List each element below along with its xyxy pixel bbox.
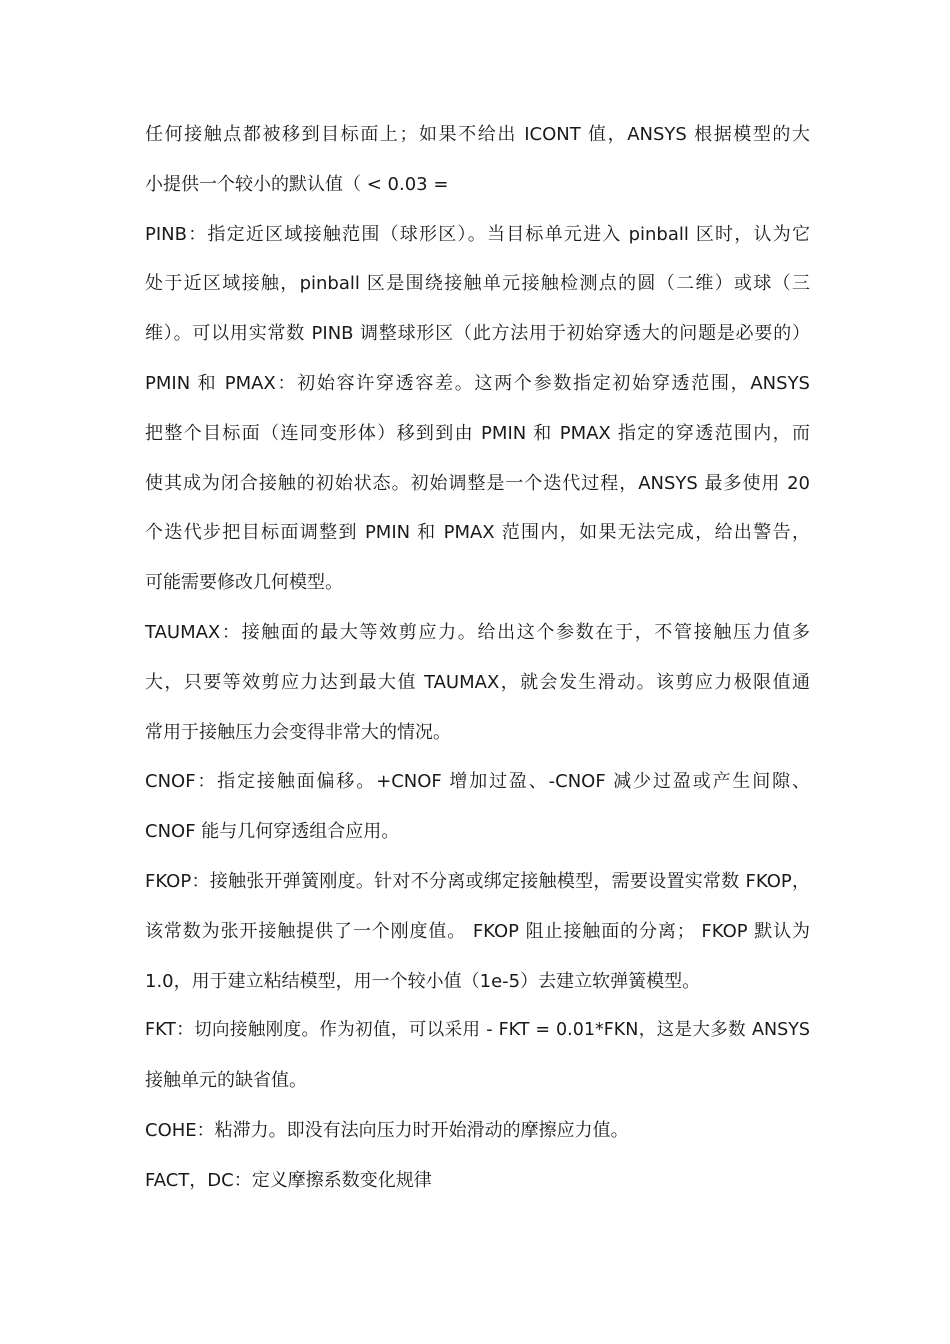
text-line: TAUMAX：接触面的最大等效剪应力。给出这个参数在于，不管接触压力值多 [145,621,810,643]
text-line: CNOF 能与几何穿透组合应用。 [145,821,400,843]
text-line: PMIN 和 PMAX：初始容许穿透容差。这两个参数指定初始穿透范围，ANSYS [145,372,810,394]
text-line: 接触单元的缺省值。 [145,1070,307,1092]
text-line: FKT：切向接触刚度。作为初值，可以采用 - FKT = 0.01*FKN，这是大多数 ANSYS [145,1020,810,1041]
text-line: FKOP：接触张开弹簧刚度。针对不分离或绑定接触模型，需要设置实常数 FKOP， [145,870,810,892]
text-line: 维）。可以用实常数 PINB 调整球形区（此方法用于初始穿透大的问题是必要的） [145,323,810,345]
text-line: 该常数为张开接触提供了一个刚度值。 FKOP 阻止接触面的分离； FKOP 默认为 [145,920,810,942]
text-line: COHE：粘滞力。即没有法向压力时开始滑动的摩擦应力值。 [145,1119,629,1141]
text-line: 任何接触点都被移到目标面上；如果不给出 ICONT 值，ANSYS 根据模型的大 [145,124,810,145]
text-line: 常用于接触压力会变得非常大的情况。 [145,721,451,743]
text-line: 1.0，用于建立粘结模型，用一个较小值（1e-5）去建立软弹簧模型。 [145,970,701,992]
text-line: 使其成为闭合接触的初始状态。初始调整是一个迭代过程，ANSYS 最多使用 20 [145,472,810,494]
text-line: CNOF：指定接触面偏移。+CNOF 增加过盈、-CNOF 减少过盈或产生间隙、 [145,771,810,793]
text-line: 个迭代步把目标面调整到 PMIN 和 PMAX 范围内，如果无法完成，给出警告， [145,522,810,544]
text-line: 大，只要等效剪应力达到最大值 TAUMAX，就会发生滑动。该剪应力极限值通 [145,671,810,693]
text-line: 可能需要修改几何模型。 [145,572,343,594]
text-line: 处于近区域接触，pinball 区是围绕接触单元接触检测点的圆（二维）或球（三 [145,273,810,295]
document-body [145,110,810,1206]
text-line: 把整个目标面（连同变形体）移到到由 PMIN 和 PMAX 指定的穿透范围内，而 [145,422,810,444]
text-line: 小提供一个较小的默认值（ < 0.03 = [145,173,449,195]
text-line: FACT，DC：定义摩擦系数变化规律 [145,1169,432,1191]
text-line: PINB：指定近区域接触范围（球形区）。当目标单元进入 pinball 区时，认为它 [145,223,810,245]
